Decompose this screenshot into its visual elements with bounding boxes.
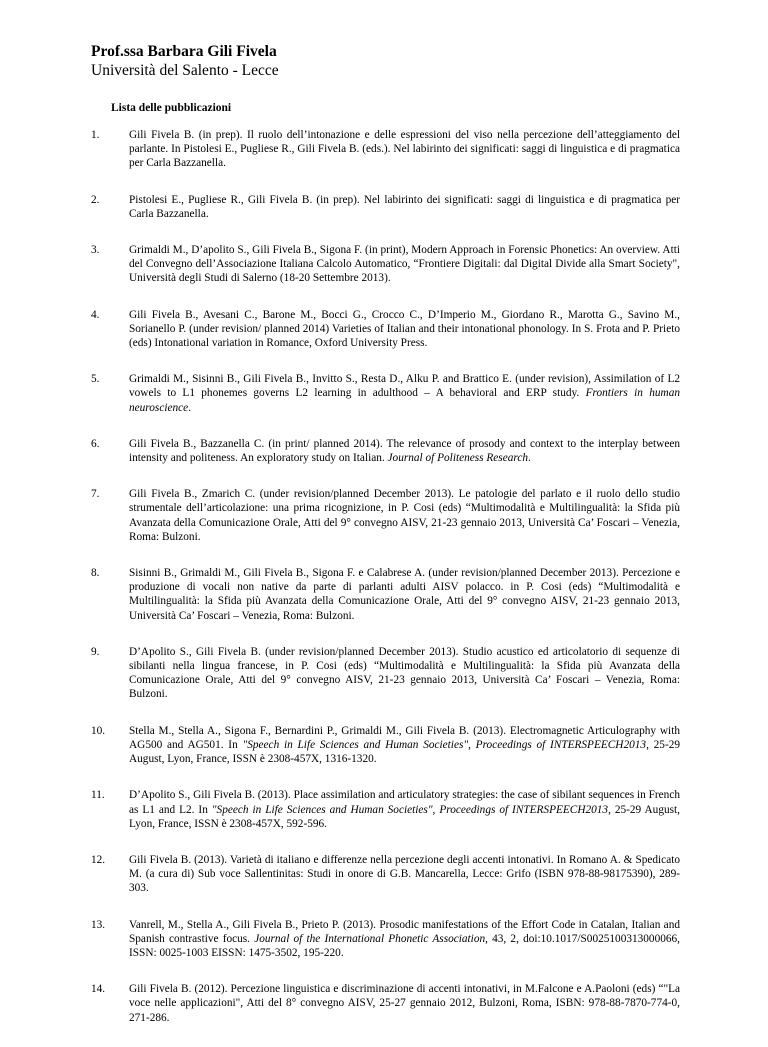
publication-tail: . (188, 401, 192, 414)
publication-number: 12. (91, 853, 106, 866)
publication-number: 4. (91, 308, 100, 321)
publication-item (91, 645, 680, 702)
author-name: Prof.ssa Barbara Gili Fivela (91, 43, 277, 60)
publication-list (91, 128, 680, 1047)
publication-text: Gili Fivela B. (2013). Varietà di italiano e differenze nella percezione degli accenti intonativi. In Romano A. & Spedicato M. (a cura di) Sub voce Sallentinitas: Studi in onore di G.B. Mancarella, Lecce: Grifo (ISBN 978-88-98175390), 289-303. (129, 853, 680, 895)
publication-item (91, 487, 680, 544)
document-header (91, 42, 279, 80)
publication-number: 13. (91, 918, 106, 931)
publication-item (91, 193, 680, 221)
publication-item (91, 918, 680, 961)
publication-number: 10. (91, 724, 106, 737)
publication-tail: . (528, 452, 531, 465)
publication-item (91, 982, 680, 1025)
publication-number: 14. (91, 983, 106, 996)
publication-text: Grimaldi M., Sisinni B., Gili Fivela B., Invitto S., Resta D., Alku P. and Brattico E. (under revision), Assimilation of L2 vowels to L1 phonemes governs L2 learning in adulthood – A behavioral and ERP study. (129, 373, 680, 400)
publication-number: 5. (91, 373, 100, 386)
publication-item (91, 788, 680, 831)
publication-journal: "Speech in Life Sciences and Human Societies", Proceedings of INTERSPEECH2013 (211, 803, 609, 816)
publication-text: Gili Fivela B. (2012). Percezione linguistica e discriminazione di accenti intonativi, in M.Falcone e A.Paoloni (eds) “"La voce nelle applicazioni", Atti del 8° convegno AISV, 25-27 gennaio 2012, Bulzoni, Roma, ISBN: 978-88-7870-774-0, 271-286. (129, 983, 680, 1024)
publication-number: 11. (91, 789, 105, 802)
section-title: Lista delle pubblicazioni (111, 102, 232, 114)
publication-tail: , 25-29 August, Lyon, France, ISSN è 2308-457X, 592-596. (129, 803, 680, 830)
publication-journal: Frontiers in human neuroscience (129, 387, 680, 414)
publication-item (91, 566, 680, 623)
publication-number: 1. (91, 129, 100, 141)
publication-tail: , 43, 2, doi:10.1017/S0025100313000066, ISSN: 0025-1003 EISSN: 1475-3502, 195-220. (129, 932, 680, 959)
publication-item (91, 853, 680, 896)
publication-number: 9. (91, 645, 100, 658)
publication-item (91, 243, 680, 286)
publication-text: Gili Fivela B., Avesani C., Barone M., Bocci G., Crocco C., D’Imperio M., Giordano R., Marotta G., Savino M., Sorianello P. (under revision/ planned 2014) Varieties of Italian and their intonational phonology. In S. Frota and P. Prieto (eds) Intonational variation in Romance, Oxford University Press. (129, 308, 680, 350)
publication-text: Pistolesi E., Pugliese R., Gili Fivela B. (in prep). Nel labirinto dei significati: saggi di linguistica e di pragmatica per Carla Bazzanella. (129, 193, 680, 220)
publication-number: 2. (91, 193, 100, 206)
publication-number: 3. (91, 244, 100, 257)
publication-text: Gili Fivela B., Zmarich C. (under revision/planned December 2013). Le patologie del parlato e il ruolo dello studio strumentale dell’articolazione: una prima ricognizione, in P. Cosi (eds) “Multimodalità e Multilingualità: la Sfida più Avanzata della Comunicazione Orale, Atti del 9° convegno AISV, 21-23 gennaio 2013, Università Ca’ Foscari – Venezia, Roma: Bulzoni. (129, 488, 680, 543)
publication-text: D’Apolito S., Gili Fivela B. (under revision/planned December 2013). Studio acustico ed articolatorio di sequenze di sibilanti nella lingua francese, in P. Cosi (eds) “Multimodalità e Multilingualità: la Sfida più Avanzata della Comunicazione Orale, Atti del 9° convegno AISV, 21-23 gennaio 2013, Università Ca’ Foscari – Venezia, Roma: Bulzoni. (129, 645, 680, 701)
publication-text: Gili Fivela B., Bazzanella C. (in print/ planned 2014). The relevance of prosody and context to the interplay between intensity and politeness. An exploratory study on Italian. (129, 437, 680, 465)
publication-text: Gili Fivela B. (in prep). Il ruolo dell’intonazione e delle espressioni del viso nella percezione dell’atteggiamento del parlante. In Pistolesi E., Pugliese R., Gili Fivela B. (eds.). Nel labirinto dei significati: saggi di linguistica e di pragmatica per Carla Bazzanella. (129, 129, 680, 170)
publication-journal: Journal of the International Phonetic Association (254, 932, 486, 945)
publication-item (91, 308, 680, 351)
affiliation: Università del Salento - Lecce (91, 62, 279, 79)
publication-item (91, 372, 680, 415)
publication-journal: Journal of Politeness Research (387, 452, 528, 465)
publication-number: 7. (91, 488, 100, 501)
publication-text: Vanrell, M., Stella A., Gili Fivela B., Prieto P. (2013). Prosodic manifestations of the Effort Code in Catalan, Italian and Spanish contrastive focus. (129, 918, 680, 945)
publication-item (91, 437, 680, 465)
publication-tail: , 25-29 August, Lyon, France, ISSN è 2308-457X, 1316-1320. (129, 738, 680, 766)
publication-text: Sisinni B., Grimaldi M., Gili Fivela B., Sigona F. e Calabrese A. (under revision/planned December 2013). Percezione e produzione di vocali non native da parte di parlanti adulti AISV polacco. in P. Cosi (eds) “Multimodalità e Multilingualità: la Sfida più Avanzata della Comunicazione Orale, Atti del 9° convegno AISV, 21-23 gennaio 2013, Università Ca’ Foscari – Venezia, Roma: Bulzoni. (129, 567, 680, 622)
publication-number: 8. (91, 567, 100, 580)
publication-text: Grimaldi M., D’apolito S., Gili Fivela B., Sigona F. (in print), Modern Approach in Forensic Phonetics: An overview. Atti del Convegno dell’Associazione Italiana Calcolo Automatico, “Frontiere Digitali: dal Digital Divide alla Smart Society", Università degli Studi di Salerno (18-20 Settembre 2013). (129, 244, 680, 285)
publication-item (91, 128, 680, 171)
publication-text: D’Apolito S., Gili Fivela B. (2013). Place assimilation and articulatory strategies: the case of sibilant sequences in French as L1 and L2. In (129, 789, 680, 816)
publication-item (91, 724, 680, 767)
publication-text: Stella M., Stella A., Sigona F., Bernardini P., Grimaldi M., Gili Fivela B. (2013). Electromagnetic Articulography with AG500 and AG501. In (129, 724, 680, 751)
publication-number: 6. (91, 437, 100, 450)
publication-journal: "Speech in Life Sciences and Human Societies", Proceedings of INTERSPEECH2013 (242, 738, 647, 751)
